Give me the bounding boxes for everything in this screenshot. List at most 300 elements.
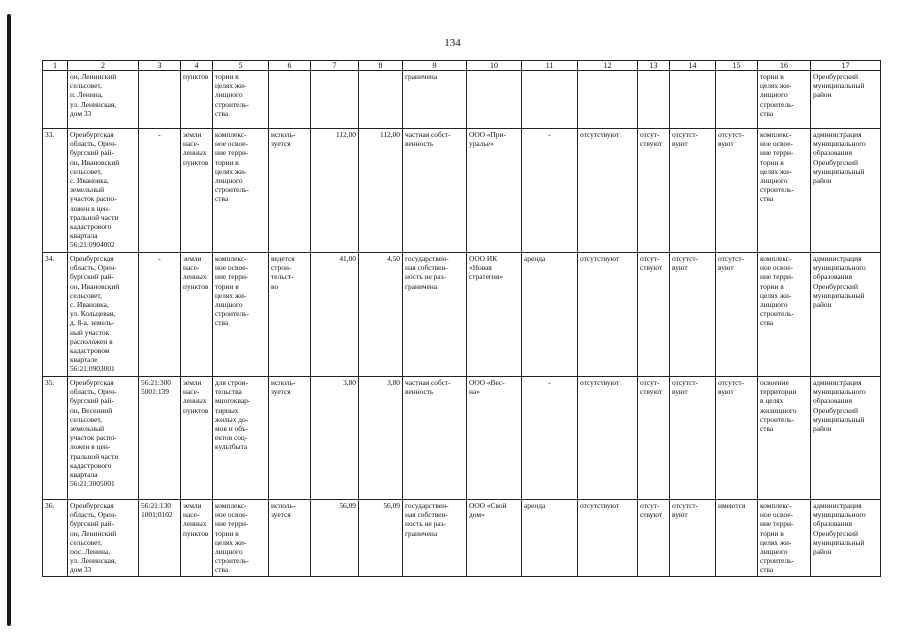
address-cell (68, 71, 139, 129)
cell-text-line: комплекс- (760, 501, 792, 510)
row-number-cell: 34. (43, 253, 68, 377)
ownership-cell (403, 71, 467, 129)
cell-text-line: ность не раз- (405, 272, 447, 282)
address-cell (68, 253, 139, 377)
cell-text-line: ул. Ленинская, (70, 556, 117, 566)
cell-text-line: насе- (183, 510, 200, 520)
cell-text-line: сельсовет, (70, 537, 102, 547)
cell-text-line: отсутст- (718, 254, 745, 263)
cell-text-line: имеются (718, 501, 746, 510)
cell-text-line: ства (215, 108, 229, 118)
cell-text-line: ул. Кольцевая, (70, 309, 116, 319)
cell-text-line: «Новая (469, 263, 492, 273)
cell-text-line: строитель- (215, 309, 249, 319)
cell-text-line: тральной части (70, 451, 119, 461)
cell-text-line: ствуют (640, 510, 663, 520)
row-number-cell: 33. (43, 129, 68, 253)
cell-text-line: муниципального (813, 139, 866, 149)
column-number: 14 (670, 61, 716, 71)
holder-cell (467, 500, 522, 577)
cell-text-line: кадастрового (70, 222, 112, 232)
cell-text-line: стратегия» (469, 272, 503, 282)
cell-text-line: муниципальный (813, 537, 865, 547)
cell-text-line: ние терри- (760, 272, 794, 282)
area-cell: 4,50 (359, 253, 403, 377)
cell-text-line: вуют (672, 263, 688, 273)
cell-text-line: с. Ивановка, (70, 176, 109, 186)
cell-text-line: ложен в цен- (70, 442, 111, 452)
cell-text-line: тории в (215, 281, 239, 291)
cell-text-line: отсутст- (718, 130, 745, 139)
cell-text-line: район (813, 300, 832, 310)
cell-text-line: расположен в (70, 336, 113, 346)
cell-text-line: Оренбургский (813, 157, 858, 167)
cadastral-number-cell (139, 500, 181, 577)
cell-text-line: лищного (215, 90, 243, 100)
permitted-use-cell (213, 253, 269, 377)
cell-text-line: граничена (405, 72, 438, 81)
cell-text-line: строитель- (215, 556, 249, 566)
cell-text-line: участок распо- (70, 194, 117, 204)
cell-text-line: дом 33 (70, 108, 92, 118)
cell-text-line: муниципальный (813, 166, 865, 176)
page-number: 134 (444, 37, 461, 49)
rights-type-cell: аренда (522, 253, 578, 377)
cadastral-number-cell (139, 71, 181, 129)
cell-text-line: Оренбургская (70, 130, 114, 139)
cell-text-line: образования (813, 272, 852, 282)
restriction-cell (716, 129, 758, 253)
restriction-cell (670, 71, 716, 129)
land-category-cell (181, 377, 213, 500)
cell-text-line: ная собствен- (405, 510, 448, 520)
authority-cell (811, 129, 881, 253)
cell-text-line: пунктов (183, 528, 209, 538)
cell-text-line: 1001:0102 (141, 510, 173, 520)
column-number: 8 (359, 61, 403, 71)
cell-text-line: ние терри- (215, 148, 249, 158)
usage-status-cell (269, 377, 311, 500)
cell-text-line: комплекс- (215, 501, 247, 510)
area-cell: 41,00 (311, 253, 359, 377)
encumbrance-cell: отсутствуют (578, 129, 638, 253)
cell-text-line: ленных (183, 148, 207, 158)
cell-text-line: строитель- (760, 414, 794, 424)
purpose-cell (758, 71, 811, 129)
cell-text-line: пунктов (183, 72, 209, 81)
holder-cell (467, 253, 522, 377)
cell-text-line: ние терри- (215, 272, 249, 282)
purpose-cell (758, 129, 811, 253)
cell-text-line: область, Орен- (70, 387, 117, 397)
cell-text-line: тории в (215, 72, 239, 81)
cell-text-line: отсут- (640, 130, 660, 139)
cell-text-line: вуют (672, 387, 688, 397)
restriction-cell (638, 377, 670, 500)
cell-text-line: государствен- (405, 254, 449, 263)
row-number-cell (43, 71, 68, 129)
cell-text-line: муниципального (813, 263, 866, 273)
cell-text-line: сельсовет, (70, 166, 102, 176)
cell-text-line: граничена (405, 281, 438, 291)
cell-text-line: мов и объ- (215, 424, 249, 434)
cell-text-line: ное освое- (215, 263, 248, 273)
cell-text-line: ние терри- (760, 148, 794, 158)
authority-cell (811, 253, 881, 377)
column-number: 6 (269, 61, 311, 71)
cell-text-line: ведется (271, 254, 295, 263)
cell-text-line: освоение (760, 378, 789, 387)
cell-text-line: ленных (183, 272, 207, 282)
table-row (43, 377, 881, 500)
rights-type-cell: - (522, 129, 578, 253)
usage-status-cell (269, 71, 311, 129)
cell-text-line: лищного (760, 176, 788, 186)
cell-text-line: отсут- (640, 501, 660, 510)
cell-text-line: тельст- (271, 272, 294, 282)
cell-text-line: ствуют (640, 387, 663, 397)
authority-cell (811, 500, 881, 577)
authority-cell (811, 71, 881, 129)
cell-text-line: он, Ивановский (70, 157, 120, 167)
cell-text-line: ООО ИК (469, 254, 498, 263)
cadastral-number-cell (139, 253, 181, 377)
cell-text-line: строитель- (215, 185, 249, 195)
cell-text-line: комплекс- (760, 130, 792, 139)
cell-text-line: целях жи- (215, 166, 247, 176)
address-cell (68, 129, 139, 253)
ownership-cell (403, 377, 467, 500)
cell-text-line: на» (469, 387, 480, 397)
cell-text-line: - (158, 254, 161, 263)
cell-text-line: кадастровом (70, 346, 110, 356)
cell-text-line: Оренбургский (813, 528, 858, 538)
cell-text-line: насе- (183, 387, 200, 397)
cell-text-line: сельсовет, (70, 414, 102, 424)
cell-text-line: тельства (215, 387, 242, 397)
cell-text-line: - (158, 130, 161, 139)
cell-text-line: исполь- (271, 501, 296, 510)
cell-text-line: кадастрового (70, 460, 112, 470)
cell-text-line: п. Ленина, (70, 90, 103, 100)
cell-text-line: ленных (183, 519, 207, 529)
cell-text-line: комплекс- (215, 130, 247, 139)
cell-text-line: с. Ивановка, (70, 300, 109, 310)
area-cell: 112,00 (311, 129, 359, 253)
cell-text-line: строи- (271, 263, 292, 273)
cell-text-line: зуется (271, 387, 291, 397)
cell-text-line: вуют (672, 510, 688, 520)
cell-text-line: тральной части (70, 212, 119, 222)
restriction-cell (716, 377, 758, 500)
column-number: 16 (758, 61, 811, 71)
purpose-cell (758, 253, 811, 377)
cell-text-line: отсут- (640, 254, 660, 263)
cell-text-line: Оренбургский (813, 281, 858, 291)
cell-text-line: пунктов (183, 157, 209, 167)
cell-text-line: отсутст- (672, 130, 699, 139)
cell-text-line: лищного (215, 300, 243, 310)
cell-text-line: земли (183, 501, 202, 510)
address-cell (68, 500, 139, 577)
cell-text-line: квартале (70, 355, 98, 365)
cell-text-line: отсутст- (718, 378, 745, 387)
restriction-cell (670, 500, 716, 577)
restriction-cell (638, 500, 670, 577)
usage-status-cell (269, 253, 311, 377)
cell-text-line: ства (215, 318, 229, 328)
cell-text-line: исполь- (271, 130, 296, 139)
area-cell (359, 71, 403, 129)
column-number: 2 (68, 61, 139, 71)
land-category-cell (181, 129, 213, 253)
cell-text-line: область, Орен- (70, 263, 117, 273)
restriction-cell (716, 500, 758, 577)
cell-text-line: 56:21:130 (141, 501, 171, 510)
cell-text-line: ства (760, 565, 774, 575)
cell-text-line: отсутст- (672, 378, 699, 387)
cell-text-line: ствуют (640, 139, 663, 149)
cell-text-line: ООО «Вес- (469, 378, 505, 387)
area-cell (311, 71, 359, 129)
cadastral-number-cell (139, 377, 181, 500)
cell-text-line: частная собст- (405, 130, 451, 139)
land-category-cell (181, 71, 213, 129)
cell-text-line: многоквар- (215, 396, 251, 406)
cell-text-line: пунктов (183, 405, 209, 415)
restriction-cell (670, 129, 716, 253)
cell-text-line: строитель- (760, 185, 794, 195)
cell-text-line: вуют (718, 139, 734, 149)
cell-text-line: бургский рай- (70, 148, 114, 158)
cell-text-line: ный участок (70, 327, 110, 337)
encumbrance-cell: отсутствуют (578, 377, 638, 500)
column-number: 13 (638, 61, 670, 71)
column-number: 12 (578, 61, 638, 71)
cell-text-line: лищного (760, 547, 788, 557)
cell-text-line: он, Весенний (70, 405, 113, 415)
cell-text-line: жилищного (760, 405, 797, 415)
cell-text-line: ства (215, 194, 229, 204)
cell-text-line: венность (405, 387, 434, 397)
cell-text-line: ное освое- (215, 139, 248, 149)
ownership-cell (403, 253, 467, 377)
cell-text-line: ность не раз- (405, 519, 447, 529)
area-cell: 112,00 (359, 129, 403, 253)
cell-text-line: ООО «Свой (469, 501, 507, 510)
cell-text-line: отсут- (640, 378, 660, 387)
restriction-cell (716, 71, 758, 129)
cell-text-line: муниципального (813, 387, 866, 397)
registry-table (42, 60, 881, 577)
encumbrance-cell: отсутствуют (578, 253, 638, 377)
cell-text-line: лищного (215, 547, 243, 557)
rights-type-cell: аренда (522, 500, 578, 577)
row-number-cell: 35. (43, 377, 68, 500)
cell-text-line: целях жи- (760, 537, 792, 547)
binding-edge-bar (7, 14, 11, 626)
address-cell (68, 377, 139, 500)
cell-text-line: тории в (760, 72, 784, 81)
cell-text-line: ства (760, 194, 774, 204)
permitted-use-cell (213, 500, 269, 577)
cell-text-line: целях жи- (760, 81, 792, 91)
cell-text-line: ектов соц- (215, 433, 248, 443)
table-row (43, 71, 881, 129)
cell-text-line: земельный (70, 424, 105, 434)
cell-text-line: ства (760, 318, 774, 328)
cell-text-line: лищного (215, 176, 243, 186)
land-category-cell (181, 500, 213, 577)
cell-text-line: 5001:139 (141, 387, 169, 397)
cell-text-line: вуют (672, 139, 688, 149)
purpose-cell (758, 377, 811, 500)
cell-text-line: ства (760, 424, 774, 434)
permitted-use-cell (213, 377, 269, 500)
cell-text-line: образования (813, 148, 852, 158)
column-number: 5 (213, 61, 269, 71)
rights-type-cell (522, 71, 578, 129)
cell-text-line: тории в (760, 157, 784, 167)
cell-text-line: ленных (183, 396, 207, 406)
cell-text-line: ное освое- (215, 510, 248, 520)
column-number: 3 (139, 61, 181, 71)
cell-text-line: область, Орен- (70, 139, 117, 149)
cell-text-line: целях жи- (215, 537, 247, 547)
cell-text-line: муниципальный (813, 414, 865, 424)
cell-text-line: ние терри- (760, 519, 794, 529)
permitted-use-cell (213, 71, 269, 129)
cell-text-line: пос. Ленина, (70, 547, 111, 557)
cell-text-line: ная собствен- (405, 263, 448, 273)
cell-text-line: целях жи- (215, 81, 247, 91)
cell-text-line: ства (760, 108, 774, 118)
cell-text-line: образования (813, 519, 852, 529)
column-number: 1 (43, 61, 68, 71)
cell-text-line: ООО «При- (469, 130, 507, 139)
ownership-cell (403, 500, 467, 577)
cell-text-line: вуют (718, 387, 734, 397)
column-number: 9 (403, 61, 467, 71)
restriction-cell (638, 253, 670, 377)
cell-text-line: квартала (70, 470, 98, 480)
cell-text-line: он, Ивановский (70, 281, 120, 291)
cell-text-line: ства (215, 565, 229, 575)
cell-text-line: частная собст- (405, 378, 451, 387)
cell-text-line: целях жи- (215, 290, 247, 300)
cell-text-line: тории в (760, 528, 784, 538)
area-cell: 56,09 (311, 500, 359, 577)
registry-table-body (43, 61, 881, 577)
cell-text-line: отсутст- (672, 501, 699, 510)
cell-text-line: тории в (215, 528, 239, 538)
cell-text-line: ложен в цен- (70, 203, 111, 213)
cell-text-line: 56:21:0904002 (70, 240, 115, 250)
cell-text-line: строитель- (760, 556, 794, 566)
cell-text-line: муниципальный (813, 290, 865, 300)
cell-text-line: для строи- (215, 378, 249, 387)
cell-text-line: администрация (813, 501, 862, 510)
cell-text-line: Оренбургская (70, 378, 114, 387)
usage-status-cell (269, 500, 311, 577)
holder-cell (467, 377, 522, 500)
cell-text-line: насе- (183, 263, 200, 273)
table-row (43, 253, 881, 377)
column-number: 17 (811, 61, 881, 71)
cadastral-number-cell (139, 129, 181, 253)
cell-text-line: венность (405, 139, 434, 149)
cell-text-line: уралье» (469, 139, 494, 149)
row-number-cell: 36. (43, 500, 68, 577)
cell-text-line: тории в (215, 157, 239, 167)
cell-text-line: д. 8-а, земель- (70, 318, 115, 328)
cell-text-line: тирных (215, 405, 239, 415)
cell-text-line: во (271, 281, 279, 291)
cell-text-line: он, Ленинский (70, 528, 117, 538)
cell-text-line: ное освое- (760, 263, 793, 273)
column-number-row (43, 61, 881, 71)
cell-text-line: граничена (405, 528, 438, 538)
cell-text-line: ул. Ленинская, (70, 99, 117, 109)
cell-text-line: лищного (760, 90, 788, 100)
cell-text-line: в целях (760, 396, 784, 406)
cell-text-line: жилых до- (215, 414, 249, 424)
cell-text-line: зуется (271, 139, 291, 149)
cell-text-line: территории (760, 387, 797, 397)
cell-text-line: земельный (70, 185, 105, 195)
cell-text-line: ное освое- (760, 510, 793, 520)
cell-text-line: образования (813, 396, 852, 406)
cell-text-line: ное освое- (760, 139, 793, 149)
cell-text-line: администрация (813, 378, 862, 387)
cell-text-line: сельсовет, (70, 290, 102, 300)
cell-text-line: строитель- (760, 99, 794, 109)
area-cell: 56,09 (359, 500, 403, 577)
cell-text-line: насе- (183, 139, 200, 149)
cell-text-line: район (813, 547, 832, 557)
cell-text-line: земли (183, 130, 202, 139)
cell-text-line: земли (183, 378, 202, 387)
column-number: 10 (467, 61, 522, 71)
land-category-cell (181, 253, 213, 377)
cell-text-line: строитель- (760, 309, 794, 319)
cell-text-line: исполь- (271, 378, 296, 387)
ownership-cell (403, 129, 467, 253)
cell-text-line: комплекс- (215, 254, 247, 263)
cell-text-line: район (813, 176, 832, 186)
area-cell: 3,80 (311, 377, 359, 500)
cell-text-line: целях жи- (760, 290, 792, 300)
holder-cell (467, 71, 522, 129)
cell-text-line: Оренбургский (813, 405, 858, 415)
cell-text-line: пунктов (183, 281, 209, 291)
authority-cell (811, 377, 881, 500)
cell-text-line: дом 33 (70, 565, 92, 575)
cell-text-line: тории в (760, 281, 784, 291)
column-number: 15 (716, 61, 758, 71)
cell-text-line: сельсовет, (70, 81, 102, 91)
column-number: 7 (311, 61, 359, 71)
restriction-cell (670, 253, 716, 377)
column-number: 4 (181, 61, 213, 71)
column-number: 11 (522, 61, 578, 71)
cell-text-line: он, Ленинский (70, 72, 117, 81)
table-row (43, 129, 881, 253)
cell-text-line: участок распо- (70, 433, 117, 443)
purpose-cell (758, 500, 811, 577)
cell-text-line: муниципального (813, 510, 866, 520)
cell-text-line: ствуют (640, 263, 663, 273)
